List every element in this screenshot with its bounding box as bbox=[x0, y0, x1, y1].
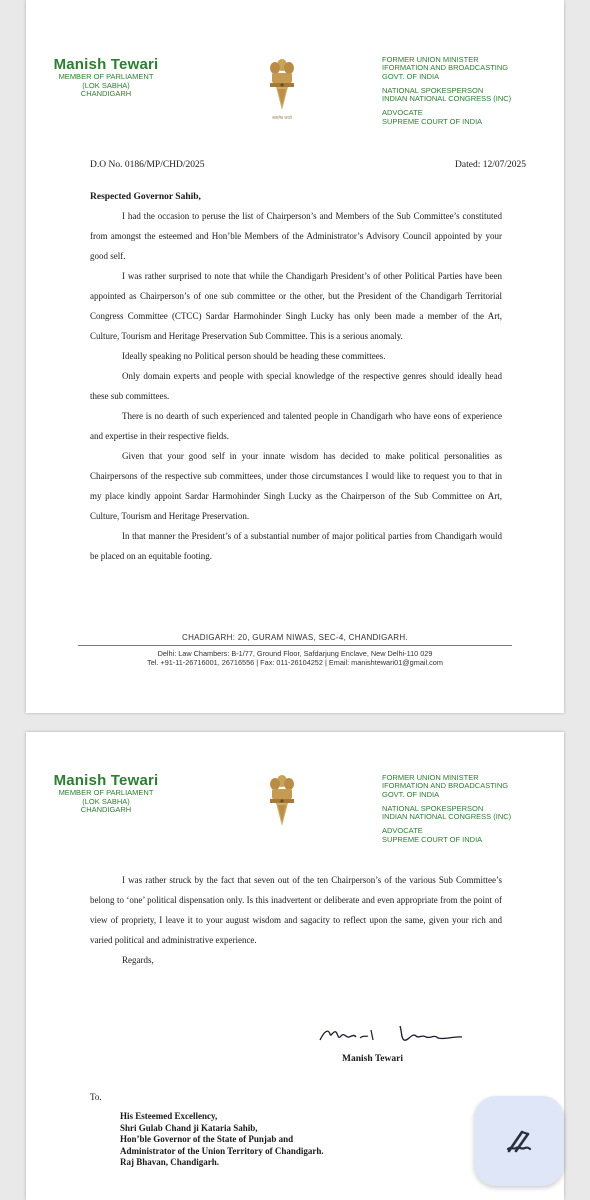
reference-number: D.O No. 0186/MP/CHD/2025 bbox=[90, 160, 205, 170]
reference-line bbox=[90, 160, 526, 170]
closing: Regards, bbox=[122, 955, 154, 965]
letterhead-name: Manish Tewari bbox=[53, 56, 159, 73]
edit-fab-button[interactable] bbox=[474, 1096, 564, 1186]
paragraph: There is no dearth of such experienced and talented people in Chandigarh who have eons of experience and expertise in their respective fields. bbox=[90, 411, 502, 441]
edit-pen-icon bbox=[502, 1124, 536, 1158]
salutation: Respected Governor Sahib, bbox=[90, 192, 201, 202]
to-label: To. bbox=[90, 1092, 102, 1102]
paragraph: I was rather surprised to note that while the Chandigarh President’s of other Political Parties have been appointed as Chairperson’s of one sub committee or the other, but the President of the Chandigarh Territorial Congress Committee (CTCC) Sardar Harmohinder Singh Lucky has only been made a member of the Art, Culture, Tourism and Heritage Preservation Sub Committee. This is a serious anomaly. bbox=[90, 271, 502, 341]
paragraph: Given that your good self in your innate wisdom has decided to make political personalities as Chairpersons of the respective sub committees, under those circumstances I would like to request you to that in my place kindly appoint Sardar Harmohinder Singh Lucky as the Chairperson of the Sub Committee on Art, Culture, Tourism and Heritage Preservation. bbox=[90, 451, 502, 521]
national-emblem-icon bbox=[266, 772, 298, 838]
paragraph: I had the occasion to peruse the list of Chairperson’s and Members of the Sub Committee’s constituted from amongst the esteemed and Hon’ble Members of the Administrator’s Advisory Council appointed by your good self. bbox=[90, 211, 502, 261]
signature-image bbox=[316, 1020, 466, 1048]
signatory-name: Manish Tewari bbox=[342, 1054, 403, 1064]
footer-divider bbox=[78, 645, 512, 646]
paragraph: Ideally speaking no Political person should be heading these committees. bbox=[122, 351, 386, 361]
national-emblem-icon: सत्यमेव जयते bbox=[266, 56, 298, 122]
letterhead-subtitle: MEMBER OF PARLIAMENT (LOK SABHA) CHANDIGARH bbox=[58, 72, 154, 98]
paragraph: In that manner the President’s of a substantial number of major political parties from Chandigarh would be placed on an equitable footing. bbox=[90, 531, 502, 561]
letterhead-name: Manish Tewari bbox=[53, 772, 159, 789]
paragraph: Only domain experts and people with special knowledge of the respective genres should ideally head these sub committees. bbox=[90, 371, 502, 401]
letterhead-credentials: FORMER UNION MINISTER IFORMATION AND BROADCASTING GOVT. OF INDIA NATIONAL SPOKESPERSON INDIAN NATIONAL CONGRESS (INC) ADVOCATE SUPREME COURT OF INDIA bbox=[382, 55, 512, 126]
letter-body-page-1 bbox=[90, 206, 502, 566]
footer-address: CHADIGARH: 20, GURAM NIWAS, SEC-4, CHANDIGARH. bbox=[182, 633, 408, 642]
letter-date: Dated: 12/07/2025 bbox=[455, 160, 526, 170]
letter-page-1 bbox=[26, 0, 564, 713]
letterhead-credentials: FORMER UNION MINISTER IFORMATION AND BROADCASTING GOVT. OF INDIA NATIONAL SPOKESPERSON INDIAN NATIONAL CONGRESS (INC) ADVOCATE SUPREME COURT OF INDIA bbox=[382, 773, 512, 844]
paragraph: I was rather struck by the fact that seven out of the ten Chairperson’s of the various Sub Committee’s belong to ‘one’ political dispensation only. Is this inadvertent or deliberate and even appropriate from the point of view of propriety, I leave it to your august wisdom and sagacity to reflect upon the same, given your rich and varied political and administrative experience. bbox=[90, 875, 502, 945]
footer-contact: Delhi: Law Chambers: B-1/77, Ground Floor, Safdarjung Enclave, New Delhi-110 029 Tel. +91-11-26716001, 26716556 | Fax: 011-26104252 | Email: manishtewari01@gmail.com bbox=[147, 649, 443, 667]
recipient-address: His Esteemed Excellency, Shri Gulab Chand ji Kataria Sahib, Hon’ble Governor of the State of Punjab and Administrator of the Union Territory of Chandigarh. Raj Bhavan, Chandigarh. bbox=[120, 1111, 324, 1167]
letterhead-subtitle: MEMBER OF PARLIAMENT (LOK SABHA) CHANDIGARH bbox=[58, 788, 154, 814]
letter-body-page-2 bbox=[90, 870, 502, 970]
